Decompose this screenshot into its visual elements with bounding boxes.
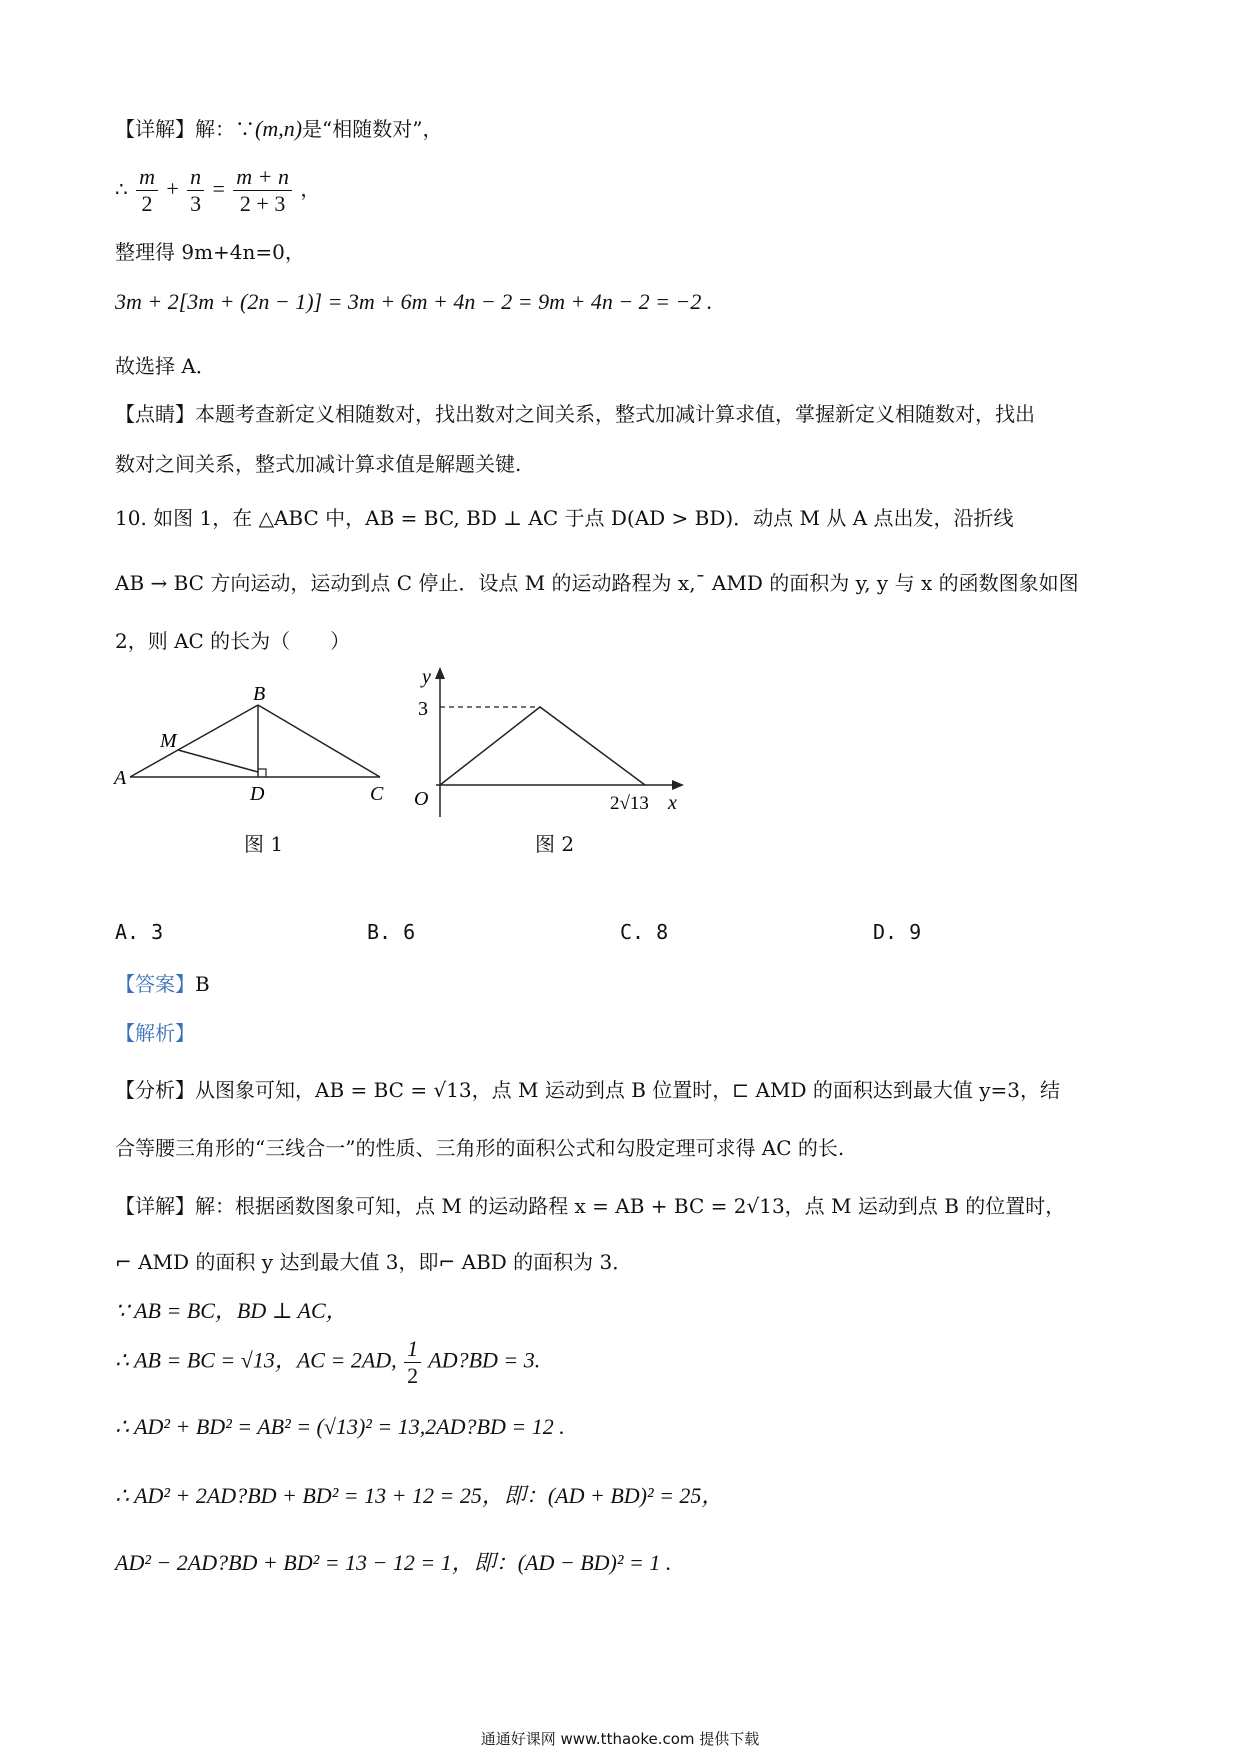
simplify-line: 整理得 9m+4n=0， [115, 240, 305, 264]
comment-line-2: 数对之间关系，整式加减计算求值是解题关键. [115, 452, 522, 476]
question-line-1: 10. 如图 1，在 △ABC 中，AB = BC, BD ⊥ AC 于点 D(AD > BD)．动点 M 从 A 点出发，沿折线 [115, 506, 1014, 530]
detail2-line-3: ∵ AB = BC，BD ⊥ AC， [115, 1298, 348, 1323]
fraction-n-over-3: $\frac{n}{3}$ [187, 164, 204, 217]
option-b: B. 6 [367, 920, 416, 944]
question-line-3: 2，则 AC 的长为（ ） [115, 629, 351, 653]
choice-line: 故选择 A． [115, 354, 216, 378]
function-graph [440, 707, 645, 785]
label-x: x [668, 792, 677, 814]
answer-line [115, 968, 210, 997]
detail2-line-4: ∴ AB = BC = √13，AC = 2AD, $\frac{1}{2}$ AD?BD = 3. [115, 1336, 541, 1388]
label-D: D [250, 783, 265, 805]
fraction-one-half: $\frac{1}{2}$ [404, 1336, 421, 1389]
x-axis-arrow [672, 780, 684, 790]
answer-tag: 【答案】 [115, 972, 195, 996]
right-angle-mark [258, 769, 266, 777]
label-M: M [160, 730, 177, 752]
analysis-line-1: 【分析】从图象可知，AB = BC = √13，点 M 运动到点 B 位置时，⊏ AMD 的面积达到最大值 y=3，结 [115, 1078, 1060, 1102]
fraction-m-over-2: $\frac{m}{2}$ [136, 164, 158, 217]
detail2-line-6: ∴ AD² + 2AD?BD + BD² = 13 + 12 = 25，即：(AD + BD)² = 25， [115, 1483, 724, 1508]
fraction-equation: ∴ $\frac{m}{2}$ + $\frac{n}{3}$ = $\frac{m + n}{2 + 3}$ ， [115, 164, 321, 216]
comment-line-1: 【点睛】本题考查新定义相随数对，找出数对之间关系，整式加减计算求值，掌握新定义相随数对，找出 [115, 402, 1035, 426]
label-max-3: 3 [418, 698, 428, 720]
footer-source: 通通好课网 www.tthaoke.com 提供下载 [480, 1730, 760, 1748]
figure-1-caption: 图 1 [244, 832, 284, 856]
detail-line-1: 【详解】解：∵(m,n)是“相随数对”， [115, 116, 443, 141]
detail2-line-2: ⌐ AMD 的面积 y 达到最大值 3，即⌐ ABD 的面积为 3． [115, 1250, 633, 1274]
label-C: C [370, 783, 384, 805]
label-y: y [422, 666, 431, 688]
question-line-2: AB → BC 方向运动，运动到点 C 停止．设点 M 的运动路程为 x,¯ AMD 的面积为 y, y 与 x 的函数图象如图 [115, 571, 1079, 595]
segment-BC [258, 705, 380, 777]
option-c: C. 8 [620, 920, 669, 944]
figure-2-graph [400, 665, 700, 825]
figure-2-caption: 图 2 [535, 832, 575, 856]
fraction-sum: $\frac{m + n}{2 + 3}$ [233, 164, 292, 217]
expression-line: 3m + 2[3m + (2n − 1)] = 3m + 6m + 4n − 2 = 9m + 4n − 2 = −2 . [115, 289, 713, 314]
detail2-line-5: ∴ AD² + BD² = AB² = (√13)² = 13,2AD?BD = 12 . [115, 1414, 565, 1439]
y-axis-arrow [435, 667, 445, 679]
detail2-line-1: 【详解】解：根据函数图象可知，点 M 的运动路程 x = AB + BC = 2√13，点 M 运动到点 B 的位置时， [115, 1194, 1066, 1218]
analysis-tag: 【解析】 [115, 1021, 195, 1045]
label-A: A [114, 767, 127, 789]
analysis-line-2: 合等腰三角形的“三线合一”的性质、三角形的面积公式和勾股定理可求得 AC 的长. [115, 1136, 845, 1160]
option-a: A. 3 [115, 920, 164, 944]
figure-1-triangle [110, 680, 400, 810]
detail2-line-7: AD² − 2AD?BD + BD² = 13 − 12 = 1，即：(AD − BD)² = 1 . [115, 1550, 672, 1575]
label-B: B [253, 683, 266, 705]
answer-value: B [195, 972, 210, 996]
segment-MD [178, 750, 258, 772]
label-x-max: 2√13 [610, 793, 649, 814]
option-d: D. 9 [873, 920, 922, 944]
label-origin: O [414, 788, 429, 810]
